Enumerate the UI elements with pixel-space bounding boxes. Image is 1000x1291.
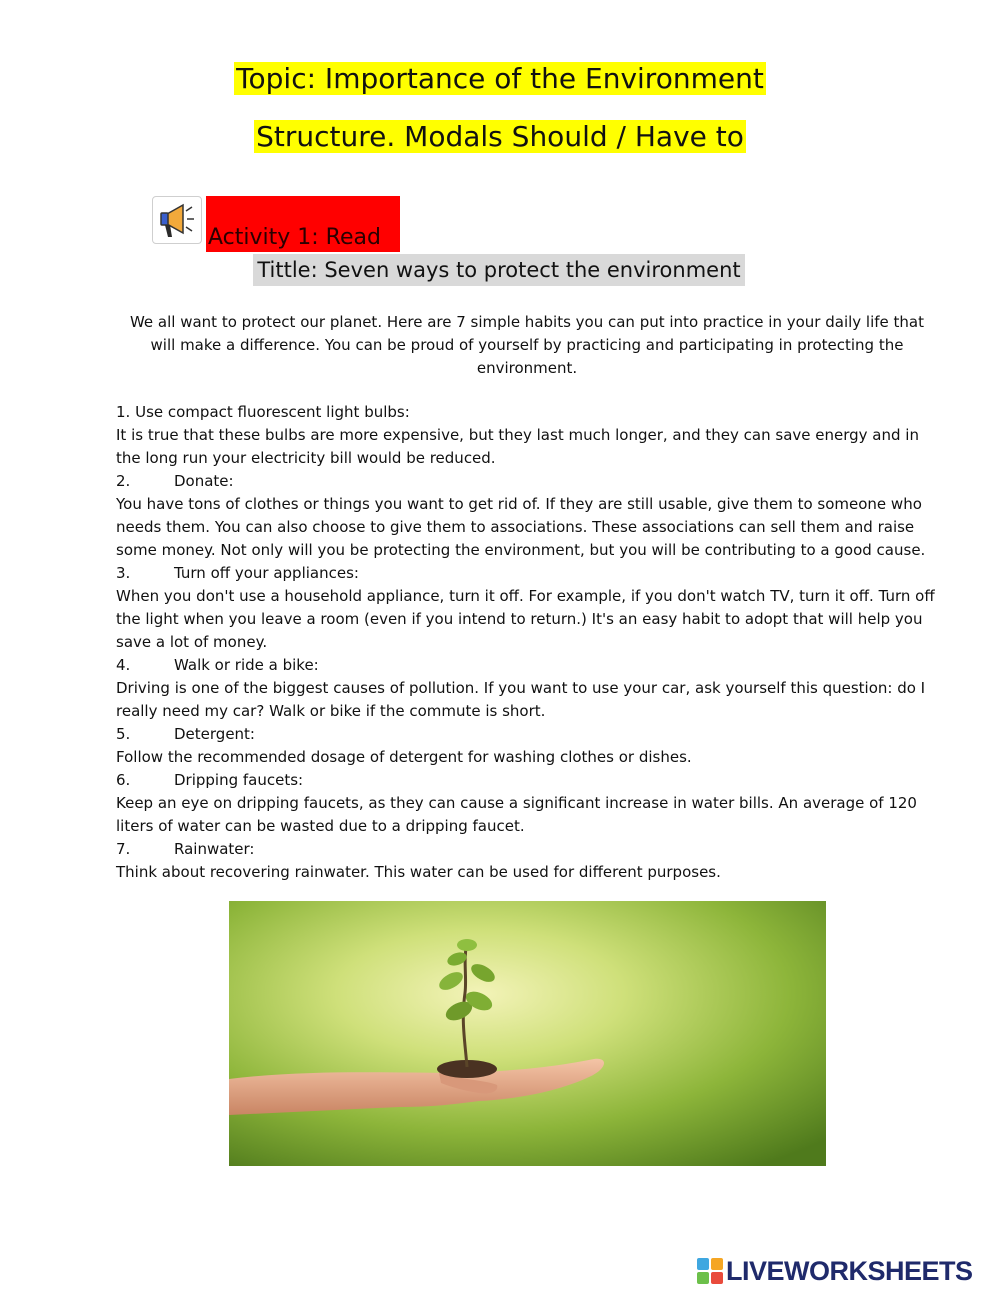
activity-label: Activity 1: Read [208,225,381,250]
topic-title-text: Topic: Importance of the Environment [236,62,764,95]
list-item-body: Keep an eye on dripping faucets, as they can cause a significant increase in water bills. An average of 120 liters of water can be wasted due to a dripping faucet. [116,794,917,835]
activity-banner [206,196,400,252]
habits-list [116,401,946,884]
intro-paragraph: We all want to protect our planet. Here are 7 simple habits you can put into practice in your daily life that will make a difference. You can be proud of yourself by practicing and participating in protecting the environment. [129,313,925,377]
list-item-heading: 7. Rainwater: [116,840,255,858]
list-item-body: Think about recovering rainwater. This water can be used for different purposes. [116,863,721,881]
list-item-body: It is true that these bulbs are more expensive, but they last much longer, and they can save energy and in the long run your electricity bill would be reduced. [116,426,919,467]
logo-blocks-icon [697,1258,723,1284]
list-item-heading: 5. Detergent: [116,725,255,743]
list-item-heading: 2. Donate: [116,472,234,490]
list-item-heading: 6. Dripping faucets: [116,771,304,789]
seedling-in-hand-image [229,901,826,1166]
list-item-heading: 1. Use compact fluorescent light bulbs: [116,403,410,421]
logo-text: LIVEWORKSHEETS [726,1255,973,1286]
liveworksheets-logo [697,1254,973,1288]
list-item-heading: 3. Turn off your appliances: [116,564,359,582]
list-item-heading: 4. Walk or ride a bike: [116,656,319,674]
structure-title-text: Structure. Modals Should / Have to [256,120,744,153]
list-item-body: Follow the recommended dosage of detergent for washing clothes or dishes. [116,748,692,766]
reading-title: Tittle: Seven ways to protect the environment [253,254,745,286]
list-item-body: Driving is one of the biggest causes of pollution. If you want to use your car, ask yourself this question: do I really need my car? Walk or bike if the commute is short. [116,679,926,720]
list-item-body: You have tons of clothes or things you want to get rid of. If they are still usable, give them to someone who needs them. You can also choose to give them to associations. These associations can sell them and raise some money. Not only will you be protecting the environment, but you will be contributing to a good cause. [116,495,926,559]
list-item-body: When you don't use a household appliance, turn it off. For example, if you don't watch TV, turn it off. Turn off the light when you leave a room (even if you intend to return.) It's an easy habit to adopt that will help you save a lot of money. [116,587,935,651]
structure-title [0,117,1000,157]
topic-title [0,59,1000,99]
megaphone-icon[interactable] [152,196,202,244]
